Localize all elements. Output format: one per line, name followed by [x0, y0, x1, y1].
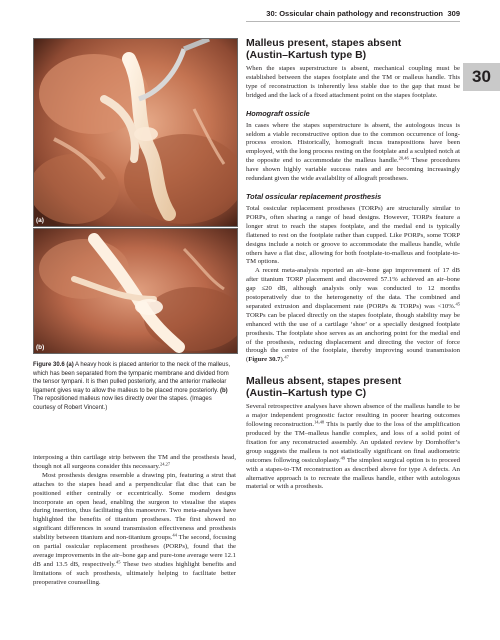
left-paragraph-2 [33, 472, 236, 588]
type-c-text-2: This is partly due to the loss of the amplification produced by the TM–malleus handle complex, and loss of a solid point of fixation for any reconstructed assembly. An updated review by Dornhoffer’s group suggests the malleus is not statistically significant on final audiometric outcomes following ossiculoplasty. [246, 421, 460, 464]
header-rule [246, 21, 460, 22]
heading-type-b [246, 37, 460, 61]
figure-reference: Figure 30.7 [248, 356, 281, 364]
citation: 45 [115, 559, 121, 565]
heading-type-b-line1: Malleus present, stapes absent [246, 37, 402, 49]
figure-photo-b [33, 228, 238, 354]
left-p2-text: Most prosthesis designs resemble a drawing pin, featuring a strut that attaches to the stapes head and a perpendicular flat disc that can be positioned either centrally or eccentrically. Some modern designs incorporate an open head, enabling the surgeon to visualise the stapes during insertion, thus facilitating this manoeuvre. Two meta-analyses have highlighted the benefits of titanium prostheses. The first showed no significant differences in sound transmission effectiveness and prosthesis stability between titanium and non-titanium groups. [33, 471, 236, 542]
left-column [33, 454, 236, 588]
citation: 49 [340, 455, 346, 461]
figure-photo-a [33, 38, 238, 227]
homograft-text: In cases where the stapes superstructure is absent, the autologous incus is seldom a viable reconstructive option due to the common occurrence of long-process erosion. Historically, homograft incus transpositions have been employed, with the long process resting on the footplate and a sculpted notch at the opposite end to accommodate the malleus handle. [246, 121, 460, 165]
surgical-photo-b [34, 229, 237, 353]
homograft-text-b: These procedures have shown highly variable success rates and are becoming increasingly redundant given the wide availability of allograft prostheses. [246, 157, 461, 183]
heading-type-c-line1: Malleus absent, stapes present [246, 375, 402, 388]
running-head: 30: Ossicular chain pathology and reconstruction [266, 9, 443, 18]
paragraph-torp-2 [246, 267, 460, 365]
caption-text-2: The repositioned malleus now lies directly over the stapes. (Images courtesy of Robert Vincent.) [33, 396, 212, 411]
heading-type-c [246, 375, 460, 399]
surgical-photo-a [34, 39, 237, 226]
heading-type-b-line2: (Austin–Kartush type B) [246, 49, 367, 61]
left-p2c-text: These two studies highlight benefits and limitations of such prosthesis, ultimately helping to facilitate better preoperative counselling. [33, 560, 236, 586]
left-paragraph-1 [33, 454, 236, 472]
left-p1-text: interposing a thin cartilage strip between the TM and the prosthesis head, though not all surgeons consider this necessary. [33, 454, 236, 470]
heading-homograft: Homograft ossicle [246, 108, 310, 118]
figure-caption [33, 361, 236, 413]
page-header [0, 0, 500, 24]
chapter-tab: 30 [463, 63, 500, 91]
citation: 24,27 [160, 461, 171, 467]
photo-label-a: (a) [36, 217, 44, 224]
caption-figure-number: Figure 30.6 [33, 362, 65, 368]
paragraph-homograft [246, 122, 460, 184]
paragraph-type-b: When the stapes superstructure is absent, mechanical coupling must be established between the stapes footplate and the TM or malleus handle. This type of reconstruction is inherently less stable due to the gap that must be bridged and the lack of a fixed attachment point on the stapes footplate. [246, 65, 460, 99]
torp2-text-b: TORPs can be placed directly on the stapes footplate, though stability may be enhanced with the use of a cartilage ‘shoe’ or a specially designed footplate prosthesis. The footplate shoe serves as an anchoring point for the medial end of the prosthesis, reducing displacement and directing the vector of force through the centre of the footplate, thereby improving sound transmission ( [246, 311, 460, 364]
type-c-text-3: The simplest surgical option is to proceed with a stapes-to-TM reconstruction as described above for type A defects. An alternative approach is to recreate the malleus handle, either with autologous material or with a prosthesis. [246, 456, 460, 491]
caption-text-1: A heavy hook is placed anterior to the neck of the malleus, which has been separated from the tympanic membrane and divided from the tensor tympani. It is then pulled posteriorly, and the anterior malleolar ligament gives way to allow the malleus to be placed more posteriorly. [33, 362, 231, 394]
paragraph-torp-1: Total ossicular replacement prostheses (TORPs) are structurally similar to PORPs, often sharing a range of head designs. However, TORPs feature a longer strut to reach the stapes footplate, and the medial end is typically flattened to rest on the footplate rather than cupped. Like PORPs, some TORP designs include a notch or groove to accommodate the malleus handle, while others have a flat disc, allowing for both footplate-to-malleus and footplate-to-TM options. [246, 204, 460, 266]
torp2-text-c: ). [280, 356, 285, 364]
citation: 44 [172, 532, 177, 538]
caption-label-a: (a) [66, 362, 74, 368]
type-c-text: Several retrospective analyses have shown absence of the malleus handle to be a major independent prognostic factor resulting in poorer hearing outcomes following reconstruction. [246, 403, 460, 429]
left-p2b-text: The second, focusing on partial ossicular replacement prostheses (PORPs), found that the average improvements in the air–bone gap and pure-tone average were 12.1 dB and 13.5 dB, respectively. [33, 534, 236, 568]
heading-type-c-line2: (Austin–Kartush type C) [246, 387, 367, 400]
caption-label-b: (b) [219, 387, 228, 394]
citation: 14,48 [314, 419, 325, 425]
heading-torp: Total ossicular replacement prosthesis [246, 191, 382, 201]
citation: 20,46 [398, 155, 409, 161]
torp2-text: A recent meta-analysis reported an air–bone gap improvement of 17 dB after titanium TORP placement and discovered 57.1% achieved an air–bone gap ≤20 dB, although analysis only was conducted to 12 months postoperatively due to the heterogeneity of the data. The combined and separated extrusion and displacement rate (PORPs & TORPs) was <10%. [246, 267, 460, 310]
citation: 45 [455, 301, 460, 307]
citation: 47 [284, 354, 289, 360]
paragraph-type-c [246, 403, 460, 492]
photo-label-b: (b) [36, 344, 45, 351]
right-column [246, 37, 460, 492]
page-number: 309 [447, 9, 460, 18]
